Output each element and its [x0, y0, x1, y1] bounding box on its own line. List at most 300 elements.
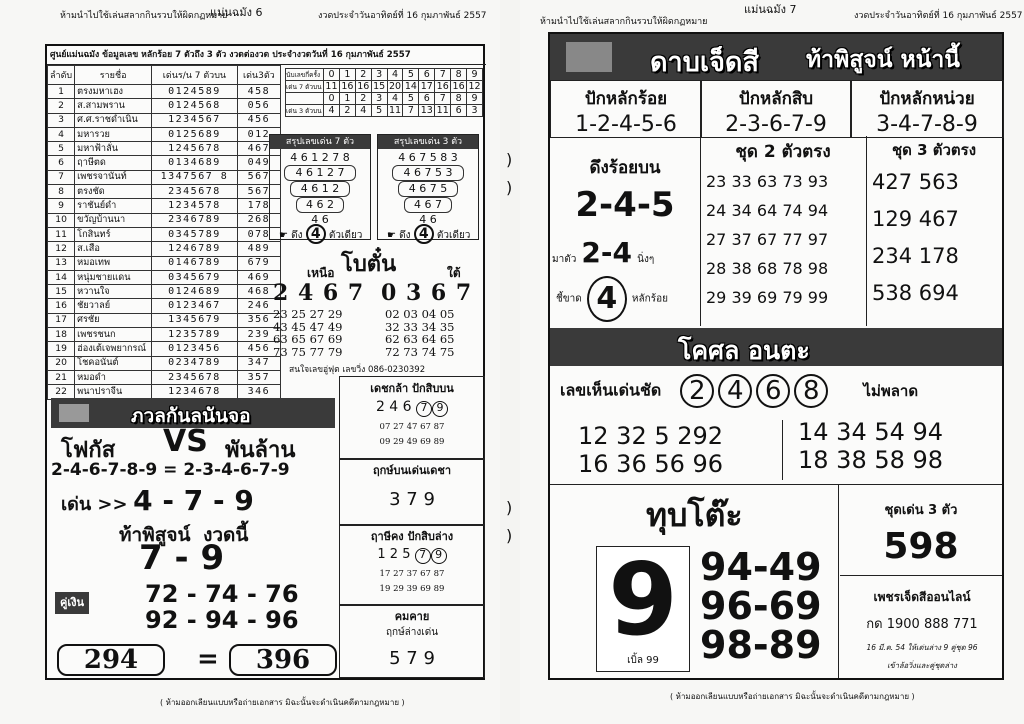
set3-line: 538 694: [872, 281, 959, 305]
big-nine-box: [596, 541, 690, 672]
right-header-warning: ห้ามนำไปใช้เล่นสลากกินรวบให้ผิดกฏหมาย: [540, 17, 708, 27]
table-row: [48, 142, 281, 156]
north-line: 23 25 27 29: [273, 307, 343, 321]
table-row: [48, 156, 281, 170]
grid-cell: 11: [436, 104, 449, 116]
set3b-value: 598: [883, 526, 959, 567]
row-no: 12: [48, 242, 75, 256]
pak-hundred: 1-2-4-5-6: [575, 112, 677, 137]
row-name: ส.สามพราน: [75, 99, 152, 113]
grid-row: [286, 93, 483, 105]
hand-icon-2: ☛: [387, 230, 396, 241]
band-logo-icon: [59, 404, 89, 422]
ding-digits: 2-4-5: [575, 185, 675, 225]
grid-cell: 0: [324, 69, 340, 81]
title-logo-icon: [566, 42, 612, 72]
grid-cell: 14: [404, 80, 417, 92]
grid-cell: 11: [325, 80, 338, 92]
grid-cell: 5: [371, 105, 387, 117]
chi-label: ชี้ขาด: [556, 293, 582, 305]
sum7-title: สรุปเลขเด่น 7 ตัว: [270, 135, 370, 149]
tub-line: 94-49: [700, 545, 822, 589]
stats-table: [47, 65, 281, 400]
tub-title: ทุบโต๊ะ: [646, 496, 743, 534]
title-sub: ท้าพิสูจน์ หน้านี้: [806, 47, 961, 73]
r4-title: คมคาย: [394, 610, 430, 623]
north-lines: [273, 308, 343, 358]
grid-row: [286, 105, 483, 117]
table-row: [48, 256, 281, 270]
center-title: ศูนย์แม่นฉมัง ข้อมูลเลข หลักร้อย 7 ตัวถึง 3 ตัว งวดต่องวด ประจำงวดวันที่ 16 กุมภาพันธ์ 2557: [47, 46, 486, 65]
north-line: 43 45 47 49: [273, 319, 343, 334]
grid-cell: 2: [339, 105, 355, 117]
table-row: [48, 199, 281, 213]
grid-cell: 1: [339, 69, 355, 81]
row-three: 468: [237, 285, 280, 299]
chi-line: [556, 276, 668, 322]
set3b-block: [840, 485, 1002, 576]
ding-label-2: ดึง: [399, 230, 411, 241]
row-seven: 2345678: [152, 185, 238, 199]
south-line: 32 33 34 35: [385, 319, 455, 334]
row-seven: 0123467: [152, 299, 238, 313]
row-no: 19: [48, 342, 75, 356]
r2-title: ฤกษ์บนเด่นเดชา: [372, 464, 452, 477]
summary-line: 4 6 2: [296, 197, 344, 213]
final-left: 294: [83, 645, 139, 675]
row-no: 21: [48, 370, 75, 384]
row-three: 679: [237, 256, 280, 270]
row-seven: 0146789: [152, 256, 238, 270]
set2-lines: [700, 167, 866, 312]
focus-eq: =: [163, 460, 178, 480]
row-no: 3: [48, 113, 75, 127]
r1-circle-2: 9: [432, 401, 448, 417]
pak-unit-label: ปักหลักหน่วย: [879, 89, 975, 109]
table-row: [48, 270, 281, 284]
row-name: ราชันย์ดำ: [75, 199, 152, 213]
grid-cell: 4: [387, 69, 403, 81]
seen-digit-circle: 6: [756, 374, 790, 408]
grid-cell: 12: [468, 80, 481, 92]
grid-cell: 8: [451, 69, 467, 81]
mado-digits: 2-4: [581, 236, 633, 269]
pak-hundred-label: ปักหลักร้อย: [584, 89, 668, 109]
set2-line: 27 37 67 77 97: [706, 230, 829, 249]
online-block: [842, 582, 1002, 672]
grid-cell: 5: [403, 93, 419, 105]
row-name: เพชรชนก: [75, 328, 152, 342]
grid-cell: 2: [355, 93, 371, 105]
row-seven: 0123456: [152, 342, 238, 356]
south-label: ใต้: [447, 266, 461, 280]
big-nine: 9: [608, 541, 678, 658]
row-three: 467: [237, 142, 280, 156]
grid-cell: 3: [371, 69, 387, 81]
page-edge-mark-1: ): [506, 150, 513, 169]
proof-label: ท้าพิสูจน์: [119, 524, 191, 546]
grid-cell: 16: [436, 80, 449, 92]
row-name: ขวัญบ้านนา: [75, 213, 152, 227]
mado-line: [552, 236, 654, 269]
row-seven: 1245678: [152, 142, 238, 156]
set2-title: ชุด 2 ตัวตรง: [735, 142, 831, 162]
seen-label: เลขเห็นเด่นชัด: [560, 380, 662, 400]
table-row: [48, 227, 281, 241]
mid-right-1: 14 34 54 94: [798, 418, 944, 446]
row-no: 13: [48, 256, 75, 270]
row-no: 2: [48, 99, 75, 113]
final-left-box: [57, 644, 165, 676]
band-title: ภวลกันลนันจอ: [131, 405, 251, 427]
mid-right-2: 18 38 58 98: [798, 446, 944, 474]
grid-cell: 15: [373, 80, 386, 92]
table-row: [48, 342, 281, 356]
set2-block: [700, 136, 867, 326]
row-name: ศ.ศ.ราชดำเนิน: [75, 113, 152, 127]
row-three: 246: [237, 299, 280, 313]
grid-cell: 16: [341, 80, 354, 92]
col-no: ลำดับ: [48, 66, 75, 85]
r3-line-1: 17 27 37 67 87: [379, 569, 445, 579]
pak-hundred-cell: [550, 80, 702, 138]
summary-line: 4 6: [311, 213, 329, 226]
summary-line: 4 6 1 2: [290, 181, 350, 197]
row-three: 456: [237, 113, 280, 127]
online-label: เพชรเจ็ดสีออนไลน์: [873, 590, 971, 604]
grid-cell: 4: [324, 105, 340, 117]
row-no: 8: [48, 185, 75, 199]
row-no: 16: [48, 299, 75, 313]
pair-badge: [55, 592, 89, 614]
botan-box: [269, 246, 481, 374]
r1-digits: 2 4 6: [375, 399, 412, 415]
grid-cell: 8: [451, 93, 467, 105]
final-right: 396: [255, 645, 311, 675]
grid-cell: 1: [339, 93, 355, 105]
row-name: หนุ่มชายแดน: [75, 270, 152, 284]
row-name: พนาปราจีน: [75, 385, 152, 399]
table-row: [48, 170, 281, 184]
grid-cell: 16: [357, 80, 370, 92]
right-header-date: งวดประจำวันอาทิตย์ที่ 16 กุมภาพันธ์ 2557: [854, 11, 1023, 21]
r2-box: [339, 458, 485, 526]
grid-cell: 4: [355, 105, 371, 117]
row-name: ฤาษีตด: [75, 156, 152, 170]
row-no: 9: [48, 199, 75, 213]
row-seven: 0345679: [152, 270, 238, 284]
seen-digit-circle: 4: [718, 374, 752, 408]
chi-suffix: หลักร้อย: [631, 293, 668, 305]
r4-title-2: ฤกษ์ล่างเด่น: [385, 627, 439, 638]
row-three: 347: [237, 356, 280, 370]
right-footer: ( ห้ามออกเลียนแบบหรือถ่ายเอกสาร มิฉะนั้นจะดำเนินคดีตามกฎหมาย ): [670, 692, 915, 701]
grid-row: [286, 69, 483, 81]
row-three: 489: [237, 242, 280, 256]
grid-cell: 7: [435, 69, 451, 81]
set2-line: 24 34 64 74 94: [706, 201, 829, 220]
right-page: [520, 0, 1024, 724]
seen-line: [560, 374, 918, 408]
r3-box: [339, 524, 485, 606]
r1-line-1: 07 27 47 67 87: [379, 422, 445, 432]
single-label-2: ตัวเดียว: [436, 230, 471, 241]
hand-icon: ☛: [279, 230, 288, 241]
pair-label: คู่เงิน: [59, 596, 84, 609]
row-name: ชัยวาลย์: [75, 299, 152, 313]
contact-line: สนใจเลขอู่ฟุต เลขวิ่ง 086-0230392: [289, 365, 426, 375]
row-name: มหาฟ้าลั่น: [75, 142, 152, 156]
south-digits: 0 3 6 7: [381, 280, 473, 306]
grid-label: เด่น 3 ตัวบน: [286, 106, 322, 115]
phone: กด 1900 888 771: [866, 617, 978, 632]
grid-cell: 4: [387, 93, 403, 105]
ding-right: [387, 224, 470, 244]
grid-cell: 17: [420, 80, 433, 92]
frequency-grid: [285, 68, 483, 117]
ding-label: ดึง: [291, 230, 303, 241]
row-name: ฮ่องเต้เจพยากรณ์: [75, 342, 152, 356]
table-row: [48, 299, 281, 313]
row-three: 056: [237, 99, 280, 113]
row-no: 6: [48, 156, 75, 170]
right-frame: [548, 32, 1004, 680]
den-label: เด่น >>: [61, 494, 128, 515]
left-footer: ( ห้ามออกเลียนแบบหรือถ่ายเอกสาร มิฉะนั้นจะดำเนินคดีตามกฎหมาย ): [160, 698, 405, 707]
final-right-box: [229, 644, 337, 676]
summary-line: 4 6 7 5: [398, 181, 458, 197]
north-line: 63 65 67 69: [273, 332, 343, 346]
focus-label: โฟกัส: [61, 438, 116, 463]
col-seven: เด่นร/น 7 ตัวบน: [152, 66, 238, 85]
table-row: [48, 370, 281, 384]
row-seven: 0125689: [152, 127, 238, 141]
tub-line: 96-69: [700, 584, 822, 628]
r1-box: [339, 376, 485, 460]
grid-label: นับเลขกี่ครั้ง: [286, 69, 324, 81]
pansan-label: พันล้าน: [225, 438, 296, 463]
set3-block: [866, 136, 1002, 326]
chi-circle: 4: [587, 276, 627, 322]
set3-line: 427 563: [872, 170, 959, 194]
table-row: [48, 328, 281, 342]
col-name: รายชื่อ: [75, 66, 152, 85]
row-seven: 0134689: [152, 156, 238, 170]
table-row: [48, 242, 281, 256]
band-2-title: โคศล อนตะ: [678, 336, 810, 365]
row-no: 18: [48, 328, 75, 342]
row-three: 012: [237, 127, 280, 141]
north-digits: 2 4 6 7: [273, 280, 365, 306]
grid-cell: 11: [388, 104, 402, 116]
r1-title: เดชกล้า ปักสิบบน: [370, 382, 454, 395]
summary-line: 4 6 7: [404, 197, 452, 213]
den-digits: 4 - 7 - 9: [133, 484, 254, 517]
row-no: 10: [48, 213, 75, 227]
summary-line: 4 6: [419, 213, 437, 226]
pair-line-2: 92 - 94 - 96: [145, 606, 299, 634]
den-line: [61, 484, 254, 518]
seen-digit-circle: 2: [680, 374, 714, 408]
vs-label: VS: [163, 424, 208, 459]
r2-digits: 3 7 9: [389, 489, 435, 510]
title-main: ดาบเจ็ดสี: [650, 47, 759, 78]
row-three: 357: [237, 370, 280, 384]
row-seven: 2346789: [152, 213, 238, 227]
r4-box: [339, 604, 485, 678]
row-seven: 1345679: [152, 313, 238, 327]
row-three: 567: [237, 185, 280, 199]
r4-digits: 5 7 9: [389, 648, 435, 669]
pak-unit: 3-4-7-8-9: [876, 112, 978, 137]
r1-circle-1: 7: [416, 401, 432, 417]
south-line: 02 03 04 05: [385, 307, 455, 321]
grid-label: [286, 93, 324, 105]
set3b-label: ชุดเด่น 3 ตัว: [884, 503, 958, 518]
r3-digits-line: [340, 547, 484, 564]
row-three: 049: [237, 156, 280, 170]
band-2: [550, 328, 1002, 366]
row-seven: 0124689: [152, 285, 238, 299]
row-three: 356: [237, 313, 280, 327]
sum7-list: [270, 151, 370, 227]
row-three: 346: [237, 385, 280, 399]
table-row: [48, 313, 281, 327]
grid-cell: 3: [467, 105, 483, 117]
r3-title: ฤาษีคง ปักสิบล่าง: [370, 530, 454, 543]
set3-line: 129 467: [872, 207, 959, 231]
nomiss-label: ไม่พลาด: [863, 382, 919, 400]
tub-line: 98-89: [700, 623, 822, 667]
south-line: 62 63 64 65: [385, 332, 455, 346]
table-row: [48, 285, 281, 299]
page-edge-mark-4: ): [506, 526, 513, 545]
sum3-list: [378, 151, 478, 227]
table-row: [48, 385, 281, 399]
row-seven: 0124589: [152, 85, 238, 99]
grid-cell: 16: [452, 80, 465, 92]
grid-cell: 9: [467, 93, 483, 105]
table-row: [48, 99, 281, 113]
grid-cell: 20: [388, 80, 402, 92]
mid-left-2: 16 36 56 96: [578, 450, 724, 478]
row-three: 469: [237, 270, 280, 284]
row-name: ตรงชัด: [75, 185, 152, 199]
grid-cell: 6: [419, 69, 435, 81]
right-header-title: แม่นฉมัง 7: [744, 3, 797, 16]
table-row: [48, 185, 281, 199]
r3-circle-1: 7: [415, 548, 431, 564]
mid-divider: [782, 420, 783, 480]
grid-cell: 6: [419, 93, 435, 105]
final-eq: =: [197, 644, 219, 674]
pak-ten-cell: [700, 80, 852, 138]
grid-cell: 3: [371, 93, 387, 105]
pak-unit-cell: [850, 80, 1004, 138]
page-edge-mark-3: ): [506, 498, 513, 517]
row-no: 14: [48, 270, 75, 284]
row-name: หวานใจ: [75, 285, 152, 299]
r3-circle-2: 9: [431, 548, 447, 564]
title-band: [550, 34, 1002, 80]
row-seven: 1234578: [152, 199, 238, 213]
botan-title: โบตั๋น: [341, 252, 397, 277]
row-name: โชคอนันต์: [75, 356, 152, 370]
set3-lines: [866, 164, 1002, 312]
south-line: 72 73 74 75: [385, 344, 455, 359]
tub-lines: [700, 545, 822, 667]
left-header-title: แม่นฉมัง 6: [210, 6, 263, 19]
set2-line: 23 33 63 73 93: [706, 172, 829, 191]
row-name: ตรงมหาเฮง: [75, 85, 152, 99]
row-name: มหารวย: [75, 127, 152, 141]
row-name: ส.เสือ: [75, 242, 152, 256]
grid-cell: 6: [451, 105, 467, 117]
row-seven: 1235789: [152, 328, 238, 342]
row-seven: 0234789: [152, 356, 238, 370]
r1-digits-line: [340, 399, 484, 417]
row-seven: 2345678: [152, 370, 238, 384]
row-three: 456: [237, 342, 280, 356]
set2-line: 28 38 68 78 98: [706, 259, 829, 278]
north-label: เหนือ: [307, 266, 335, 280]
summary-line: 4 6 1 2 7: [284, 165, 356, 181]
north-line: 73 75 77 79: [273, 344, 343, 359]
set2-line: 29 39 69 79 99: [706, 288, 829, 307]
focus-digits-text: 2-4-6-7-8-9: [51, 460, 158, 480]
row-name: เพชรจานันท์: [75, 170, 152, 184]
row-three: 567: [237, 170, 280, 184]
row-three: 239: [237, 328, 280, 342]
mado-label: มาตัว: [552, 254, 577, 265]
grid-cell: 7: [435, 93, 451, 105]
set3-line: 234 178: [872, 244, 959, 268]
proof-digits: 7 - 9: [139, 538, 225, 578]
row-seven: 0124568: [152, 99, 238, 113]
set3-title: ชุด 3 ตัวตรง: [891, 141, 977, 159]
focus-digits: [51, 460, 290, 480]
row-no: 22: [48, 385, 75, 399]
row-name: โกสินทร์: [75, 227, 152, 241]
row-name: หมอดำ: [75, 370, 152, 384]
sum3-title: สรุปเลขเด่น 3 ตัว: [378, 135, 478, 149]
row-three: 268: [237, 213, 280, 227]
row-name: หมอเทพ: [75, 256, 152, 270]
ding-label: ดึงร้อยบน: [589, 158, 661, 178]
ding-circle-2: 4: [414, 224, 434, 244]
row-three: 078: [237, 227, 280, 241]
r3-digits: 1 2 5: [377, 547, 411, 562]
grid-row: [286, 81, 483, 93]
r3-line-2: 19 29 39 69 89: [379, 584, 445, 594]
note-2: เข้าล้อวิ่งและคู่ชุดล่าง: [887, 661, 957, 670]
grid-cell: 5: [403, 69, 419, 81]
ding-left: [279, 224, 362, 244]
note-1: 16 มี.ค. 54 ให้เด่นล่าง 9 คู่ชุด 96: [866, 643, 978, 652]
row-seven: 1347567 8: [152, 170, 238, 184]
table-row: [48, 113, 281, 127]
ding-circle: 4: [306, 224, 326, 244]
row-no: 7: [48, 170, 75, 184]
pansan-digits: 2-3-4-6-7-9: [183, 460, 290, 480]
proof-label-2: งวดนี้: [203, 524, 249, 546]
table-row: [48, 213, 281, 227]
pair-line-1: 72 - 74 - 76: [145, 580, 299, 608]
left-frame: [45, 44, 485, 680]
pak-ten-label: ปักหลักสิบ: [738, 89, 814, 109]
row-three: 458: [237, 85, 280, 99]
r1-line-2: 09 29 49 69 89: [379, 437, 445, 447]
